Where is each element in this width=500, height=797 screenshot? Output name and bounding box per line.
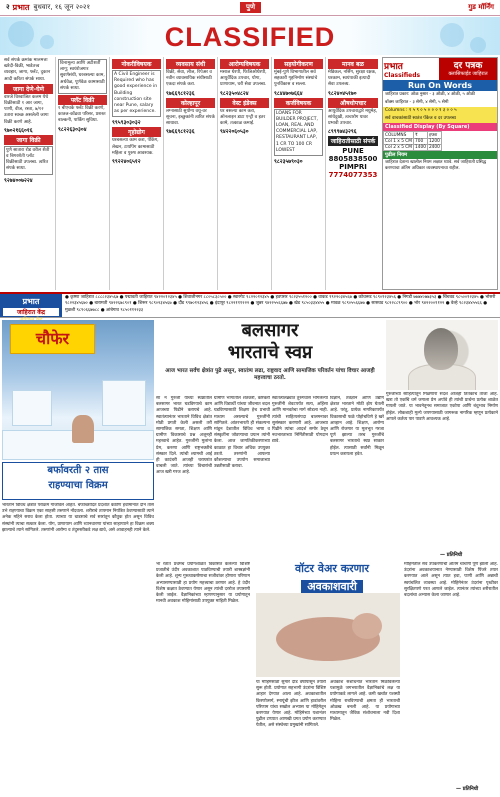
display-rate-heading: Classified Display (By Square) — [383, 123, 497, 131]
section-tag-label: चौफेर — [35, 329, 70, 348]
ad-phone: ९९५९३०३०३२ — [112, 120, 141, 127]
category-heading: जागा विक्री — [4, 135, 53, 145]
classified-ad: मुंबई-पुणे विभागातील सर्व सहकारी गृहनिर्माण संस्थांचे पुनर्विकास व सल्ला. — [274, 70, 318, 88]
brand-logo: प्रभात — [22, 297, 40, 306]
classified-column — [218, 57, 272, 290]
ad-phone: ९७०२१६६०१६ — [4, 127, 33, 134]
article-column: या मोहिमेसाठी सुमारे दीड वर्षांपासून तयारी सुरू होती. प्रयोगात सहभागी उंदरांना विशिष्ट आहार देण्यात आला आहे. अवकाशातील किरणोत्सर्ग, स्नायूंची झीज आणि हाडांवरील परिणाम यांचा सखोल अभ्यास या मोहिमेतून करण्यात येणार आहे. मोहिमेच्या यशानंतर पुढील टप्प्यात आणखी प्रगत प्रयोग करण्यात येतील, असे संस्थेच्या प्रमुखांनी सांगितले. — [256, 680, 326, 729]
classified-column — [326, 57, 380, 290]
headline-line: वॉटर वेअर करणार — [295, 562, 369, 575]
rate-line: बॉक्स जाहिरात - ३ सेमी, ४ सेमी, ५ सेमी — [385, 100, 449, 105]
rat-photo — [256, 593, 400, 677]
classified-column — [2, 57, 56, 290]
category-heading: फ्लॅट विक्री — [58, 95, 107, 105]
rate-card-header — [383, 58, 497, 80]
article-body: भारताने विविध क्षेत्रांत पराक्रम गाजविले आहेत. बर्फाच्छादित प्रदेशात कठीण हवामानात दोन तास उभे राहण्याचा विक्रम एका साहसी तरुणाने नोंदवला. शरीराचे तापमान नियंत्रित ठेवण्यासाठी त्याने अनेक महिने सराव केला होता. त्याच्या या धाडसाचे सर्व स्तरांतून कौतुक होत असून विविध संस्थांनी त्याचा सत्कार केला. योग, प्राणायाम आणि ध्यानधारणा यांच्या साहाय्याने हा विक्रम शक्य झाल्याचे त्याने सांगितले. तरुणांनी आरोग्य व तंदुरुस्तीकडे लक्ष द्यावे, असे आवाहनही त्याने केले. — [2, 503, 154, 533]
headline-line: अवकाशवारी — [301, 580, 363, 594]
ad-phone: ९८४४७०७६६४ — [274, 90, 303, 97]
feature-deck: आज भारत सर्वच क्षेत्रांत पुढे असून, स्वातंत्र्य लढा, राष्ट्रवाद आणि सामाजिक परिवर्तन यांचा विचार आजही महत्त्वाचा ठरतो. — [165, 368, 375, 381]
article-column: स्वातंत्र्यलढ्यात तुरुंगवास भोगलेल्या गुरुजींनी शेवटपर्यंत सत्य, अहिंसा आणि मानवतेचा मार्ग सोडला नाही. त्यांची साहित्यसंपदा बालमनावर सुसंस्कार करणारी आहे. आजच्या पिढीने त्यांचा आदर्श समोर ठेवून नवभारताच्या निर्मितीसाठी योगदान द्यावे. — [272, 396, 328, 445]
ice-block — [12, 390, 52, 426]
classified-banner — [0, 17, 500, 55]
rate-highlight: Columns : १ ५ ९ ० ५ ० ० ० १ ३ ० ० ५ — [383, 107, 497, 115]
rate-card-subtitle: क्लासिफाईड जाहिरात — [448, 71, 488, 77]
article-column — [156, 396, 212, 558]
classified-ad: घरबसल्या काम करा, पॅकिंग, लेखन, टायपिंग कामासाठी महिला व पुरुष आवश्यक. — [112, 138, 159, 156]
article-column: विज्ञान, तंत्रज्ञान आणि उद्योग क्षेत्रात भारताने मोठी झेप घेतली आहे. परंतु, प्रत्येक नागरिकापर्यंत विकासाची फळे पोहोचविणे हे खरे आव्हान आहे. शिक्षण, आरोग्य आणि रोजगार या मूलभूत गरजा पूर्ण झाल्या तरच गुरुजींचे बलसागर भारताचे स्वप्न साकार होईल. त्यासाठी सर्वांनी मिळून प्रयत्न करायला हवेत. — [330, 396, 384, 457]
category-heading: जाहिरातीसाठी संपर्क — [328, 136, 378, 146]
ad-phone: ९७६६९८१२३६ — [166, 90, 195, 97]
classified-grid — [2, 57, 380, 290]
issue-date: बुधवार, १६ जून २०२१ — [33, 3, 91, 11]
table-header: ₹ — [414, 132, 428, 139]
ice-record-photo — [2, 320, 154, 460]
rate-line: जाहिरात प्रकार: ओळ नुसार - ३ ओळी, ४ ओळी, ५ ओळी — [385, 92, 475, 97]
article-column: ग्रामीण भागातील शेतकरी, कष्टकरी आणि विद्यार्थी यांच्या जीवनात बदल घडविण्यासाठी शिक्षण हेच प्रभावी माध्यम असल्याचे गुरुजींनी सांगितले. आंतरभारती ही संकल्पना मांडून देशातील विविध भाषा व संस्कृतींना जोडण्याचा प्रयत्न त्यांनी केला. आज जागतिकीकरणाच्या काळात हा विचार अधिक उपयुक्त ठरतो. तरुणांनी आपल्या कौशल्याचा उपयोग समाजाच्या उन्नतीसाठी करावा. — [214, 396, 270, 470]
classified-ad: विक्री, सेवा, लीज, रिपेअर व नवीन व्यावसायिक संधीसाठी एकदा संपर्क करा. — [166, 70, 212, 88]
ice-block — [102, 380, 146, 426]
edition-label: गुड मॉर्निंग — [468, 3, 494, 11]
article-column: गुरुजींच्या साहित्यातून मिळणारा संदेश आजही तितकाच ताजा आहे. खरा तो एकचि धर्म जगाला प्रेम अर्पावे ही त्यांची प्रार्थना प्रत्येक शाळेत गायली जाते. या भावनेतूनच समाजात एकोपा आणि बंधुभाव निर्माण होईल. लोकशाही मूल्ये जपण्यासाठी जागरूक नागरिक म्हणून प्रत्येकाने आपले कर्तव्य पार पाडणे आवश्यक आहे. — [386, 392, 498, 422]
page-header — [0, 0, 500, 16]
author-portrait — [386, 320, 498, 390]
contact-phone: 7774077353 — [328, 171, 378, 180]
newspaper-logo: प्रभात — [12, 3, 30, 12]
table-header: हफ्ता — [427, 132, 441, 139]
feature-headline — [156, 320, 384, 368]
rat-head — [352, 613, 382, 639]
article-text: सा ने गुरुजी यांच्या स्वप्नातील बलसागर भारत घडविण्याचे काम आजच्या पिढीने करायचे आहे. स्वातंत्र्यानंतर भारताने विविध क्षेत्रांत मोठी प्रगती केली असली तरी सामाजिक समता, शिक्षण आणि ग्रामीण विकासाचे प्रश्न अजूनही महत्त्वाचे आहेत. गुरुजींनी मुलांना प्रेम, करुणा आणि राष्ट्रभक्तीचे संस्कार दिले. त्यांची श्यामची आई ही कादंबरी आजही घराघरांत वाचली जाते. त्यांच्या विचारांची आज खरी गरज आहे. — [156, 396, 212, 476]
ad-phone: ९९२२४०६५१२ — [112, 159, 141, 166]
ad-phone: ९८२३५०४८२४ — [220, 90, 249, 97]
photo-caption — [2, 462, 154, 500]
ad-phone: ९७६६९८१२३६ — [166, 129, 195, 136]
ad-phone: ९८२४०४५१७० — [328, 90, 357, 97]
classified-ad: आयुर्वेदिक उपचाराद्वारे मधुमेह, सांधेदुखी, त्वचारोग यावर प्रभावी उपचार. — [328, 108, 378, 127]
category-heading: मानव बळ — [328, 59, 378, 69]
classified-ad: मेडिकल, नर्सिंग, सुरक्षा रक्षक, घरकाम, स्वयंपाकी इत्यादी सेवा उपलब्ध. — [328, 70, 377, 88]
category-heading: औषधोपचार — [328, 98, 378, 108]
rules-text: जाहिरात देताना खालील नियम लक्षात घ्यावे. सर्व जाहिराती प्रसिद्ध करण्याचा अंतिम अधिकार व्यवस्थापनाचा राहील. — [385, 160, 487, 171]
category-heading: नोकरीविषयक — [112, 59, 161, 69]
category-heading: वेस्ट इंडेक्स — [220, 98, 269, 108]
classified-column — [110, 57, 164, 290]
classified-ad: वारजे विश्वाजित कलम येथे विक्रीसाठी १ आर जागा, पाणी, वीज, रस्ता, ७/१२ उतारा स्वच्छ असलेली जागा विक्री करणे आहे. — [4, 94, 49, 125]
section-tag — [10, 324, 95, 354]
caption-line: बर्फावरती २ तास — [47, 465, 109, 476]
classified-intro: सर्व संपर्क क्रमांक मालमत्ता खरेदी-विक्री, भाडेतत्त्व व्यवहार, जागा, फ्लॅट, दुकान आदी करिता संपर्क साधा. — [4, 58, 51, 82]
category-heading: कर्जविषयक — [274, 98, 323, 108]
classified-ad: घर बसल्या काम करा, ऑनलाइन डाटा एन्ट्री व इतर कामे, तत्काळ कमाई. — [220, 108, 266, 127]
brand-label: जाहिरात केंद्र — [3, 308, 59, 316]
category-heading: आरोग्यविषयक — [220, 59, 269, 69]
ad-phone: ८९९९७४३२९६ — [328, 129, 357, 136]
rate-highlight: सर्व वाचकांसाठी स्वतंत्र पॅकेज व दर उपलब्ध — [383, 115, 497, 123]
table-cell: 2400 — [428, 145, 440, 150]
rate-card — [382, 57, 498, 290]
classified-column — [272, 57, 326, 290]
classified-ad: पुणे सातारा रोड वरील शेती व बिगरशेती प्लॉट विक्रीसाठी उपलब्ध. त्वरित संपर्क साधा. — [4, 146, 53, 175]
article-column: मोहिमेतील सर्व उपकरणांची अंतिम चाचणी पूर्ण झाली आहे. उंदरांना अवकाशयानात नेण्यासाठी विशेष पिंजरे तयार करण्यात आले असून त्यात हवा, पाणी आणि अन्नाची स्वयंचलित व्यवस्था आहे. मोहिमेनंतर उंदरांना पृथ्वीवर सुरक्षितपणे परत आणले जाईल. त्यानंतर त्यांच्या शरीरातील बदलांचा अभ्यास केला जाणार आहे. — [404, 562, 498, 599]
classified-ad: LOANS FOR BUILDER PROJECT, LOAN, REAL AND COMMERCIAL LAP, RESTAURANT LAP, 1 CR TO 100 CR LOWEST — [274, 109, 323, 156]
article-column: अवकाश संशोधनात भारताने मिळविलेल्या यशामुळे जगभरातील वैज्ञानिकांचे लक्ष या प्रयोगाकडे लागले आहे. कमी खर्चात यशस्वी मोहिमा राबविण्याची क्षमता ही भारताची ओळख बनली आहे. या प्रयोगाच्या माध्यमातून जैविक संशोधनाला नवी दिशा मिळेल. — [330, 680, 400, 723]
ad-centre-list: ● कृष्णा जाहिरात ८८८८२३४५६७ ● पद्मावती जाहिरात ९४२२०१२३४५ ● शिवाजीनगर ८८०५८३८५०० ● स्वारगेट ९८२२०१२३४५ ● हडपसर ९८२३५५१२०० ● वाकड ९९२२०३४५६७ ● कोथरूड ९८९०१२३४५६ ● निगडी ७७७४०७७३५३ ● चिंचवड ९८५००१२३४५ ● भोसरी ९८२२३४५६७० ● बारामती ९४२२६७८९०१ ● शिरूर ९८९०२३४५६७ ● दौंड ९९७०१२३४५६ ● इंदापूर ९८२२१११२२२ ● जुन्नर ९४२२५५६६७७ ● खेड ९८५०३३४४५५ ● मावळ ९८९०५५६६७७ ● सासवड ९८२२८८९९०० ● भोर ९४२२००११२२ ● वेल्हे ९८२३४४५५६६ ● मुळशी ९८९०६६७७८८ ● आंबेगाव ९८५०११२२३३ — [65, 295, 496, 313]
rules-heading: पुढील नियम — [383, 151, 497, 159]
ad-phone: ९४२२०६०५३० — [220, 129, 249, 136]
classified-column — [164, 57, 218, 290]
page-number: २ — [6, 3, 10, 11]
table-cell: 700 — [414, 139, 428, 145]
ad-phone: ९२७४००७२२४ — [4, 177, 33, 184]
classified-ad: १ बीएचके फ्लॅट विक्री करणे, कात्रज-कोंढवा परिसर, प्रशस्त बाल्कनी, पार्किंग सुविधा. — [58, 106, 106, 124]
ad-centre-brand — [0, 294, 62, 317]
contact-city: PUNE — [342, 147, 364, 156]
table-row — [384, 145, 442, 151]
classified-column — [56, 57, 110, 290]
article-byline: — प्रतिनिधी — [440, 552, 463, 558]
category-heading: सहयोगीकरण — [274, 59, 323, 69]
person-figure — [72, 415, 94, 443]
article-column: भा रतात प्रथमच प्रयोगशाळेत विकसित केलेल्या विशिष्ट प्रजातीचे उंदीर अवकाशात पाठविण्याची तयारी शास्त्रज्ञांनी केली आहे. शून्य गुरुत्वाकर्षणाचा सजीवांवर होणारा परिणाम अभ्यासण्यासाठी हा प्रयोग महत्त्वाचा ठरणार आहे. हे उंदीर विशेष कक्षात ठेवण्यात येणार असून त्यांची दररोज तपासणी केली जाईल. वैज्ञानिकांच्या म्हणण्यानुसार या प्रयोगातून मानवी अवकाश मोहिमांसाठी उपयुक्त माहिती मिळेल. — [156, 562, 250, 605]
banner-title: CLASSIFIED — [164, 22, 336, 52]
category-heading: कोल्हापूर — [166, 98, 215, 108]
ad-phone: ९८२३५७९०३० — [274, 159, 303, 166]
headline-line: भारताचे स्वप्न — [227, 342, 313, 363]
rate-card-logo-sub: Classifieds — [384, 72, 421, 79]
portrait-face — [424, 328, 458, 370]
contact-city: PIMPRI — [339, 163, 367, 172]
category-heading: गृहोद्योग — [112, 127, 161, 137]
classified-ad: मसाज थेरपी, फिजिओथेरपी, आयुर्वेदिक उपचार, योगा, प्राणायाम, घरी सेवा उपलब्ध. — [220, 70, 267, 88]
category-heading: व्यवसाय संधी — [166, 59, 215, 69]
run-on-words-heading: Run On Words — [383, 80, 497, 91]
table-cell: Col 1 x 5 CM — [385, 139, 413, 144]
rate-card-title: दर पत्रक — [453, 61, 483, 71]
table-cell: 1400 — [415, 145, 426, 150]
ad-centres-strip — [0, 292, 500, 318]
table-cell: Col 2 x 5 CM — [385, 145, 413, 150]
space-rat-story — [156, 560, 498, 795]
classified-ad: विनामूल्य आणि अटीशर्ती लागू; स्वयंरोजगार सुवर्णसंधी, घरबसल्या काम, अर्धवेळ, पूर्णवेळ कामासाठी संपर्क साधा. — [58, 59, 107, 94]
table-header: COLUMNS — [384, 132, 414, 139]
classified-ad: लग्नासाठी सुयोग्य वधू-वर सूचना, इच्छुकांनी त्वरित संपर्क साधावा. — [166, 108, 215, 127]
rate-table — [383, 131, 442, 151]
ad-phone: ९८२२६३०३०४ — [58, 126, 87, 133]
classified-ad: A Civil Engineer is Required who has good experience in Building construction site near Pune, salary as per experience. — [112, 70, 161, 117]
story-headline — [252, 562, 412, 594]
city-badge: पुणे — [240, 2, 261, 13]
headline-line: बलसागर — [241, 320, 299, 341]
caption-line: राहण्याचा विक्रम — [48, 480, 108, 491]
category-heading: जागा देणे-घेणे — [4, 84, 53, 94]
table-cell: 1200 — [428, 139, 440, 144]
contact-phone: 8805838500 — [328, 155, 378, 164]
rate-card-logo: प्रभात — [384, 62, 403, 72]
article-byline: — प्रतिनिधी — [456, 786, 479, 792]
table-row — [384, 132, 442, 139]
